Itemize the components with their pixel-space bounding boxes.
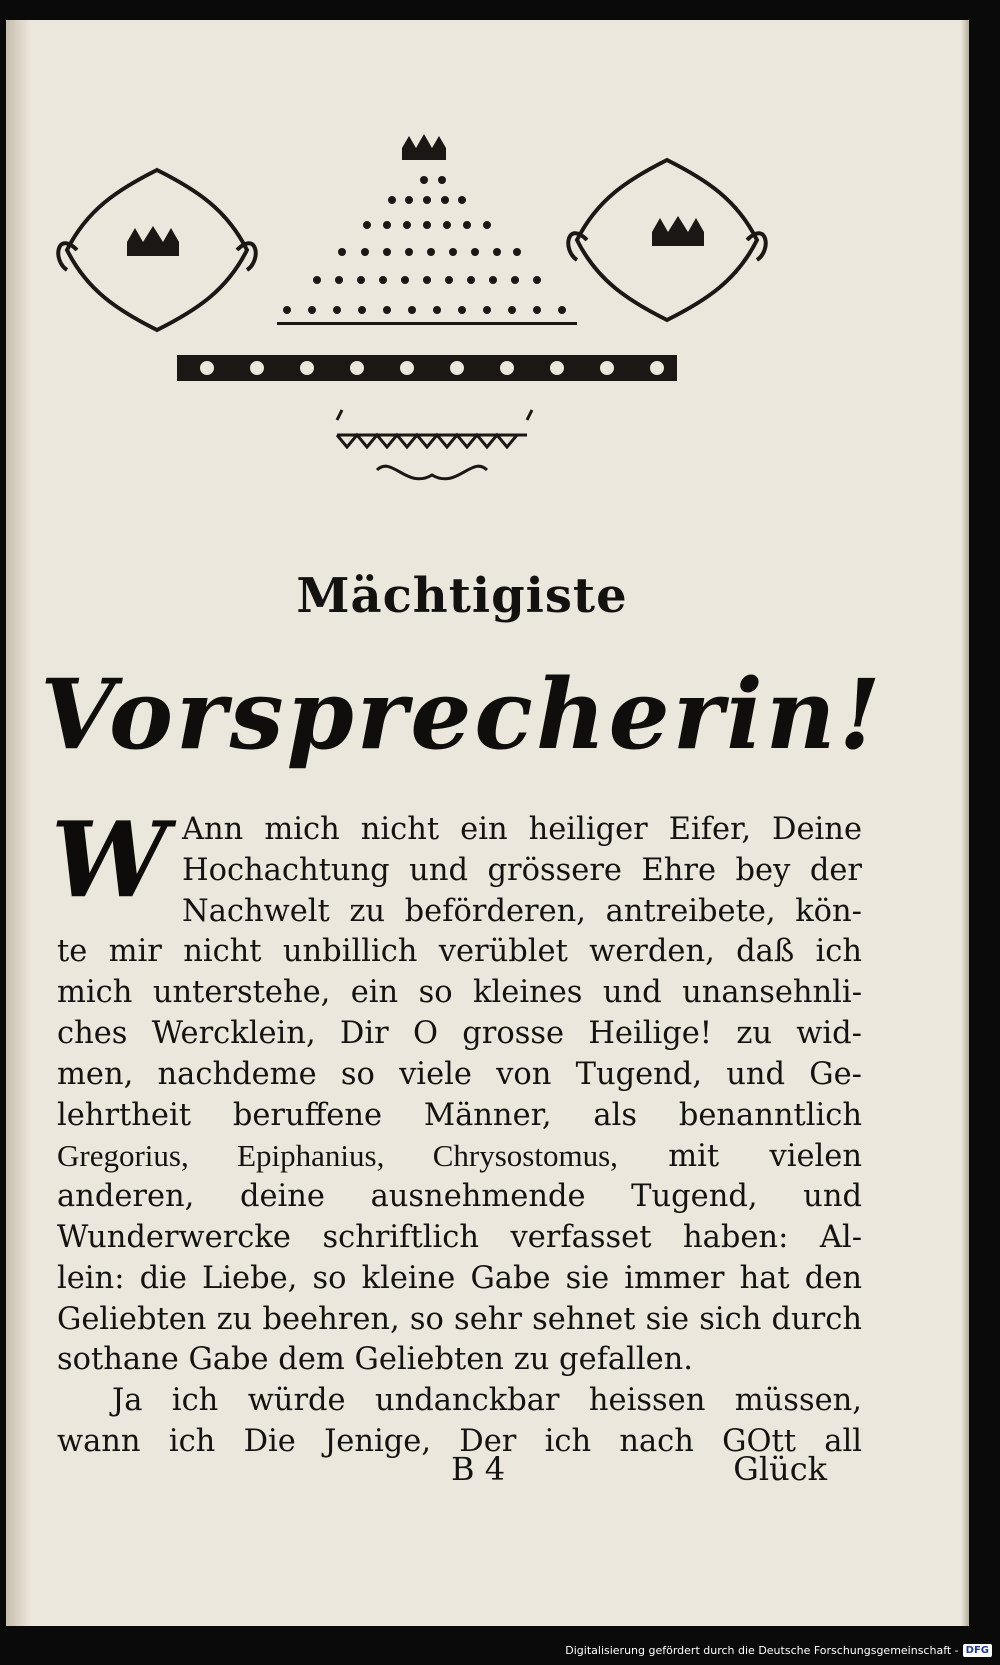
- signature-mark: B 4: [451, 1450, 506, 1488]
- left-crown-icon: [127, 226, 179, 256]
- body-text: [57, 810, 862, 1463]
- floral-border-band: [177, 355, 677, 381]
- text-line: Nachwelt zu beförderen, antreibete, kön-: [182, 893, 862, 929]
- text-line: lehrtheit beruffene Männer, als benanntlich: [57, 1097, 862, 1133]
- text-line-tail: mit vielen: [668, 1139, 862, 1175]
- drop-cap-initial: W: [51, 798, 168, 921]
- fleuron-pyramid: [277, 176, 577, 325]
- catchword: Glück: [733, 1450, 827, 1488]
- text-line: ches Wercklein, Dir O grosse Heilige! zu wid-: [57, 1015, 862, 1051]
- digitization-credit: [565, 1639, 992, 1661]
- text-line: Hochachtung und grössere Ehre bey der: [182, 852, 862, 888]
- text-line: Geliebten zu beehren, so sehr sehnet sie sich durch: [57, 1301, 862, 1337]
- text-line: Wunderwercke schriftlich verfasset haben: Al-: [57, 1219, 862, 1255]
- text-line-names: [57, 1136, 862, 1177]
- text-line: te mir nicht unbillich verüblet werden, daß ich: [57, 934, 862, 970]
- top-crown-icon: [402, 134, 446, 160]
- page-edge: [961, 20, 969, 1626]
- right-crown-icon: [652, 216, 704, 246]
- text-line: lein: die Liebe, so kleine Gabe sie immer hat den: [57, 1260, 862, 1296]
- text-line: mich unterstehe, ein so kleines und unansehnli-: [57, 975, 862, 1011]
- headpiece-ornament: [47, 130, 867, 530]
- text-line: men, nachdeme so viele von Tugend, und Ge-: [57, 1056, 862, 1092]
- binding-shadow: [7, 20, 31, 1626]
- roman-names: Gregorius, Epiphanius, Chrysostomus,: [57, 1138, 618, 1174]
- page-footer: [57, 1450, 862, 1494]
- heading-line-1: Mächtigiste: [296, 568, 628, 624]
- heading-line-2: Vorsprecherin!: [40, 658, 884, 771]
- text-line: Ja ich würde undanckbar heissen müssen,: [112, 1383, 862, 1419]
- text-line: wann ich Die Jenige, Der ich nach GOtt all: [57, 1423, 862, 1459]
- tail-flourish: [337, 410, 532, 479]
- credit-text: Digitalisierung gefördert durch die Deutsche Forschungsgemeinschaft -: [565, 1643, 959, 1657]
- dfg-logo: DFG: [963, 1644, 992, 1657]
- text-line: anderen, deine ausnehmende Tugend, und: [57, 1179, 862, 1215]
- text-line: Ann mich nicht ein heiliger Eifer, Deine: [182, 812, 862, 847]
- book-page: [6, 20, 969, 1626]
- text-line: sothane Gabe dem Geliebten zu gefallen.: [57, 1342, 693, 1378]
